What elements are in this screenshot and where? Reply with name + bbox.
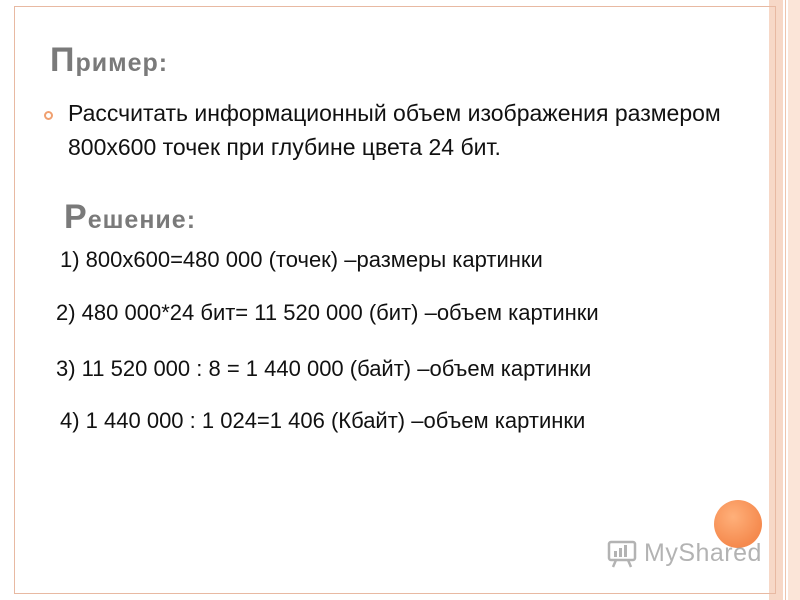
decorative-line bbox=[785, 0, 786, 600]
solution-step: 2) 480 000*24 бит= 11 520 000 (бит) –объем картинки bbox=[56, 300, 599, 325]
task-text: Рассчитать информационный объем изображения размером 800х600 точек при глубине цвета 24 бит. bbox=[68, 100, 721, 160]
watermark-text: MyShared bbox=[644, 538, 762, 567]
solution-step: 3) 11 520 000 : 8 = 1 440 000 (байт) –объем картинки bbox=[56, 356, 592, 381]
slide-title-example: Пример: bbox=[50, 41, 169, 79]
solution-step: 1) 800х600=480 000 (точек) –размеры картинки bbox=[60, 247, 543, 272]
bullet-icon bbox=[44, 111, 53, 120]
decorative-stripe bbox=[788, 0, 800, 600]
watermark bbox=[606, 535, 762, 571]
solution-step: 4) 1 440 000 : 1 024=1 406 (Кбайт) –объем картинки bbox=[60, 408, 586, 433]
myshared-logo-icon bbox=[606, 537, 638, 569]
slide-title-solution: Решение: bbox=[64, 198, 197, 236]
